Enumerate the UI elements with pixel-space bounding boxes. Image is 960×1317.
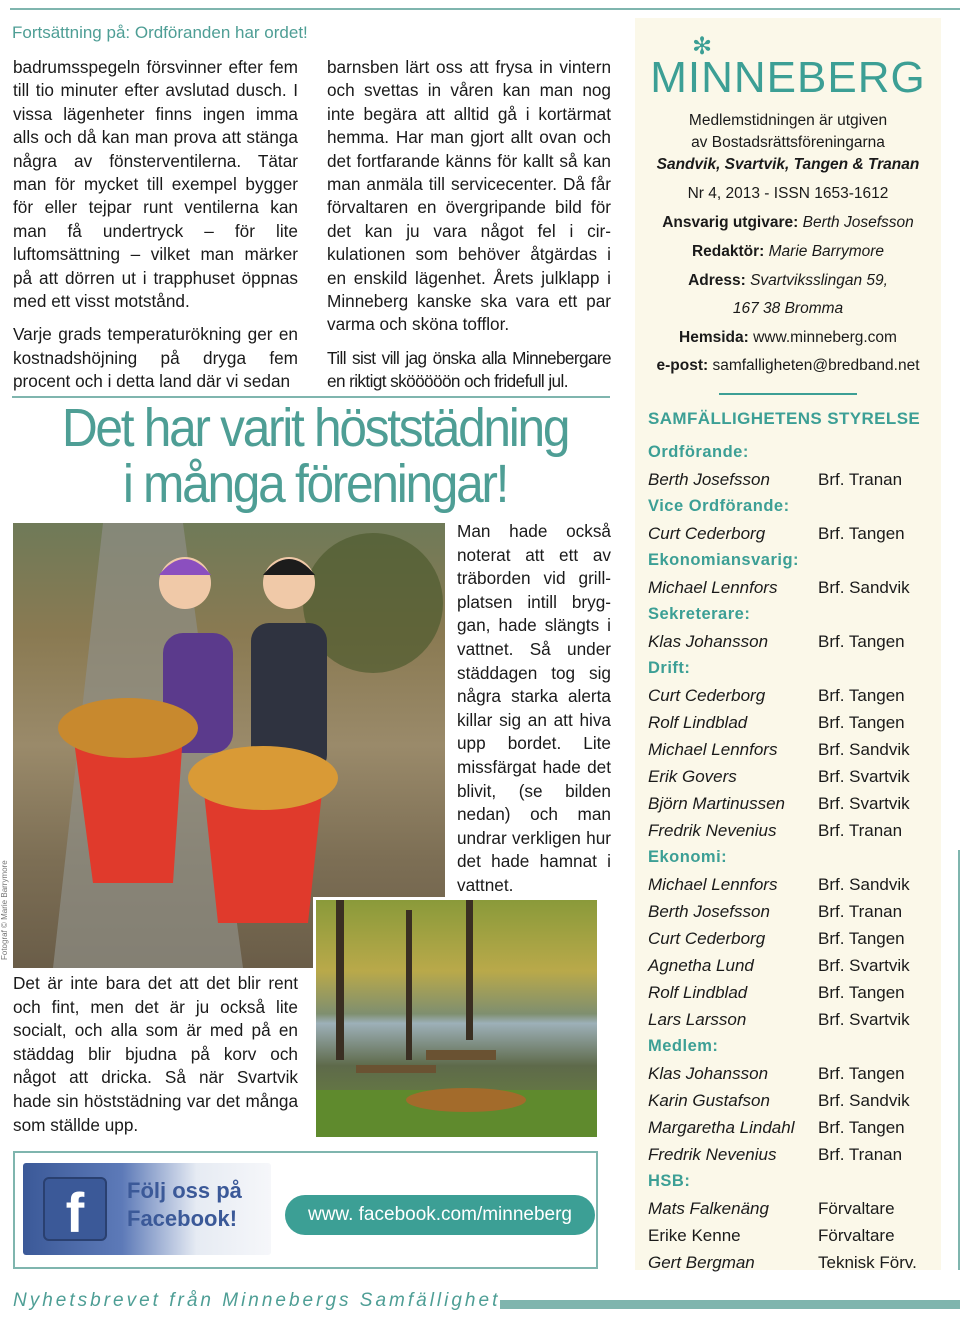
member-name: Klas Johansson xyxy=(648,632,769,651)
board-member-row xyxy=(648,1060,938,1087)
member-organisation: Brf. Sandvik xyxy=(818,1091,910,1110)
member-name: Berth Josefsson xyxy=(648,902,770,921)
board-role-heading: Ordförande: xyxy=(648,443,749,461)
board-member-row xyxy=(648,520,938,547)
board-role-heading: HSB: xyxy=(648,1172,691,1190)
board-member-row xyxy=(648,709,938,736)
member-name: Björn Martinussen xyxy=(648,794,786,813)
member-organisation: Brf. Tranan xyxy=(818,1145,903,1164)
board-member-row xyxy=(648,736,938,763)
member-organisation: Brf. Tangen xyxy=(818,686,905,705)
member-organisation: Förvaltare xyxy=(818,1226,895,1245)
member-name: Curt Cederborg xyxy=(648,524,766,543)
member-name: Fredrik Nevenius xyxy=(648,1145,777,1164)
headline-line: i många föreningar! xyxy=(122,454,508,514)
facebook-banner[interactable] xyxy=(23,1163,271,1255)
masthead-line: av Bostadsrättsföreningarna xyxy=(691,134,885,151)
board-role-heading: Vice Ordförande: xyxy=(648,497,790,515)
masthead-address: Adress: Svartviksslingan 59, xyxy=(688,272,888,289)
board-member-row xyxy=(648,1222,938,1249)
member-name: Curt Cederborg xyxy=(648,686,766,705)
board-member-row xyxy=(648,628,938,655)
facebook-logo-icon: f xyxy=(43,1177,107,1241)
member-name: Karin Gustafson xyxy=(648,1091,770,1110)
story-headline xyxy=(44,400,587,512)
member-organisation: Brf. Tranan xyxy=(818,470,903,489)
member-name: Erik Govers xyxy=(648,767,737,786)
member-organisation: Brf. Svartvik xyxy=(818,767,910,786)
board-member-row xyxy=(648,952,938,979)
masthead-editor: Redaktör: Marie Barrymore xyxy=(691,243,885,260)
article-column-mid xyxy=(327,56,611,394)
member-organisation: Brf. Tranan xyxy=(818,821,903,840)
member-name: Michael Lennfors xyxy=(648,578,778,597)
member-organisation: Förvaltare xyxy=(818,1199,895,1218)
board-title: SAMFÄLLIGHETENS STYRELSE xyxy=(648,409,921,428)
member-name: Rolf Lindblad xyxy=(648,983,748,1002)
story-side-text: Man hade också noterat att ett av träborden vid grillplatsen intill bryggan, hade slängts i vattnet. Så under städdagen tog sig några starka alerta killar sig an att hiva upp bordet. Lite missfärgat hade det blivit, (se bilden nedan) och man undrar verkligen hur det hade hamnat i vattnet. xyxy=(457,521,611,895)
masthead-line: Medlemstidningen är utgiven xyxy=(688,112,888,129)
member-organisation: Brf. Tangen xyxy=(818,929,905,948)
article-closing: Till sist vill jag önska alla Minnebergare en riktigt skööööön och fridefull jul. xyxy=(327,347,611,392)
member-organisation: Brf. Tangen xyxy=(818,524,905,543)
board-member-row xyxy=(648,1006,938,1033)
board-role-heading: Ekonomi: xyxy=(648,848,728,866)
article-paragraph: Varje grads temperaturökning ger en kostnadshöjning på dryga fem procent och i detta land där vi sedan xyxy=(13,324,298,392)
board-list xyxy=(648,439,938,1276)
masthead-title: MINNEBERG xyxy=(650,53,926,102)
photo-illustration xyxy=(316,900,597,1137)
member-name: Mats Falkenäng xyxy=(648,1199,769,1218)
member-name: Margaretha Lindahl xyxy=(648,1118,795,1137)
photo-credit: Fotograf © Marie Barrymore xyxy=(0,860,9,960)
board-role-heading: Medlem: xyxy=(648,1037,719,1055)
member-name: Gert Bergman xyxy=(648,1253,755,1272)
footer-title: Nyhetsbrevet från Minnebergs Samfällighet xyxy=(13,1290,501,1311)
headline-line: Det har varit höststädning xyxy=(61,398,569,458)
board-member-row xyxy=(648,979,938,1006)
board-member-row xyxy=(648,1195,938,1222)
top-rule xyxy=(10,8,960,10)
facebook-follow-text: Följ oss på Facebook! xyxy=(127,1178,242,1231)
member-name: Fredrik Nevenius xyxy=(648,821,777,840)
masthead-address-line2: 167 38 Bromma xyxy=(732,300,844,317)
board-member-row xyxy=(648,1114,938,1141)
member-organisation: Brf. Svartvik xyxy=(818,1010,910,1029)
member-name: Rolf Lindblad xyxy=(648,713,748,732)
board-member-row xyxy=(648,871,938,898)
member-organisation: Brf. Tangen xyxy=(818,1118,905,1137)
facebook-url-link[interactable]: www. facebook.com/minneberg xyxy=(285,1195,595,1235)
board-member-row xyxy=(648,898,938,925)
masthead-divider xyxy=(719,393,857,395)
board-member-row xyxy=(648,925,938,952)
member-name: Lars Larsson xyxy=(648,1010,747,1029)
article-paragraph: badrumsspegeln försvinner efter fem till tio minuter efter avslutad dusch. I vissa lägenheter finns ingen imma alls och då kan man prova att stänga några av fönsterventilerna. Tätar man för mycket till exempel bygger för eller tejpar runt ventilerna kan man få undertryck – för lite luftomsättning – vilket man märker på att dörren ut i trapphuset öppnas med ett visst motstånd. xyxy=(13,57,298,312)
article-column-left xyxy=(13,56,298,394)
member-name: Klas Johansson xyxy=(648,1064,769,1083)
footer-rule xyxy=(500,1300,960,1309)
member-name: Michael Lennfors xyxy=(648,740,778,759)
article-paragraph: barnsben lärt oss att frysa in vintern och svettas in våren kan man nog inte begära att alltid gå i kortärmat hemma. Har man gjort allt ovan och det fortfarande känns för kallt så kan man anmäla till servicecenter. Då får förvaltaren en övergripande bild för det kan ju vara något fel i cirkulationen som behöver åtgärdas i en enskild lägenhet. Årets julklapp i Minneberg kanske ska vara ett par varma och sköna tofflor. xyxy=(327,57,611,335)
board-role-heading: Drift: xyxy=(648,659,691,677)
board-member-row xyxy=(648,682,938,709)
member-name: Curt Cederborg xyxy=(648,929,766,948)
board-member-row xyxy=(648,1249,938,1276)
member-organisation: Brf. Tangen xyxy=(818,632,905,651)
member-name: Agnetha Lund xyxy=(648,956,754,975)
masthead-panel xyxy=(635,18,941,1270)
photo-lake-grillplace xyxy=(313,897,597,1137)
masthead-issue: Nr 4, 2013 - ISSN 1653-1612 xyxy=(687,185,889,202)
member-organisation: Brf. Tranan xyxy=(818,902,903,921)
facebook-box xyxy=(13,1151,598,1269)
board-member-row xyxy=(648,574,938,601)
photo-caption: Det är inte bara det att det blir rent och fint, men det är ju också lite socialt, och alla som är med på en städdag blir bjudna på korv och något att dricka. Så när Svartvik hade sin höststädning var det många som ställde upp. xyxy=(13,973,298,1135)
masthead-responsible: Ansvarig utgivare: Berth Josefsson xyxy=(662,214,914,231)
member-name: Berth Josefsson xyxy=(648,470,770,489)
email-link[interactable]: samfalligheten@bredband.net xyxy=(712,357,920,374)
member-organisation: Brf. Sandvik xyxy=(818,578,910,597)
board-member-row xyxy=(648,763,938,790)
board-member-row xyxy=(648,817,938,844)
masthead-associations: Sandvik, Svartvik, Tangen & Tranan xyxy=(656,156,920,173)
member-organisation: Brf. Sandvik xyxy=(818,875,910,894)
member-name: Michael Lennfors xyxy=(648,875,778,894)
website-link[interactable]: www.minneberg.com xyxy=(753,329,897,346)
flower-icon: ✻ xyxy=(691,33,713,60)
member-organisation: Brf. Svartvik xyxy=(818,794,910,813)
member-organisation: Brf. Tangen xyxy=(818,983,905,1002)
board-member-row xyxy=(648,790,938,817)
member-organisation: Brf. Svartvik xyxy=(818,956,910,975)
member-organisation: Brf. Tangen xyxy=(818,713,905,732)
member-name: Erike Kenne xyxy=(648,1226,741,1245)
board-member-row xyxy=(648,1141,938,1168)
member-organisation: Brf. Sandvik xyxy=(818,740,910,759)
board-member-row xyxy=(648,1087,938,1114)
continued-heading: Fortsättning på: Ordföranden har ordet! xyxy=(12,23,308,42)
member-organisation: Teknisk Förv. xyxy=(818,1253,917,1272)
board-member-row xyxy=(648,466,938,493)
board-role-heading: Ekonomiansvarig: xyxy=(648,551,800,569)
masthead-email: e-post: samfalligheten@bredband.net xyxy=(656,357,920,374)
masthead-website: Hemsida: www.minneberg.com xyxy=(679,329,897,346)
board-role-heading: Sekreterare: xyxy=(648,605,751,623)
member-organisation: Brf. Tangen xyxy=(818,1064,905,1083)
